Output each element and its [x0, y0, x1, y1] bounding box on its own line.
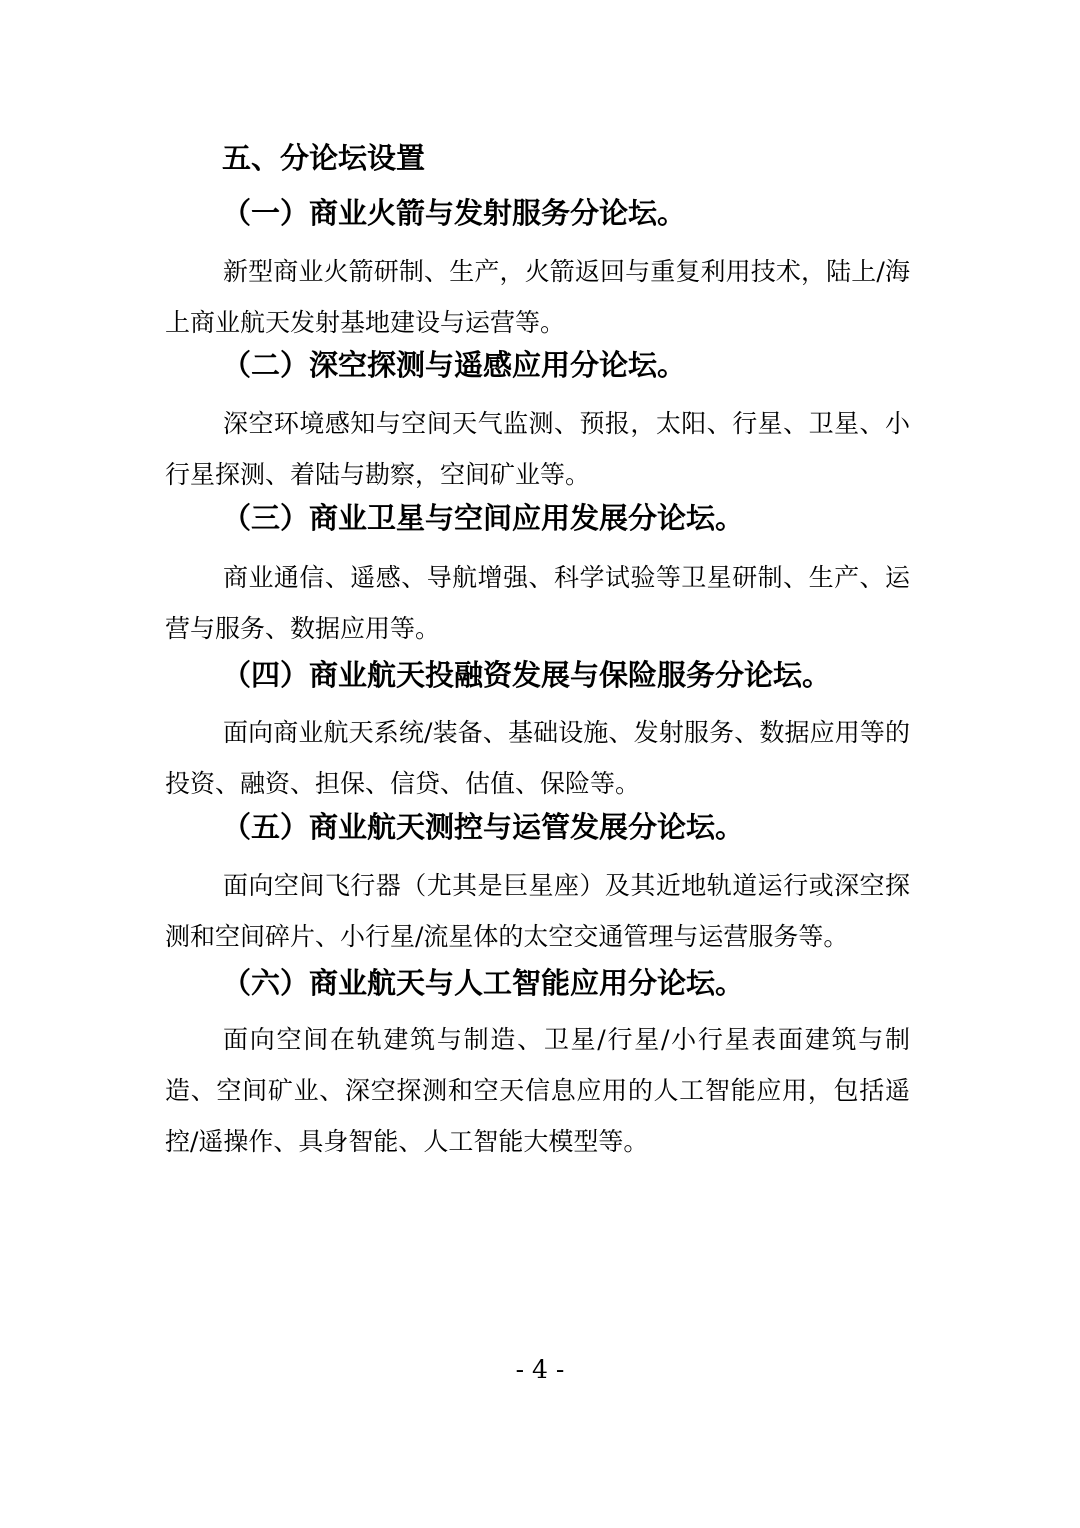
forum-description-5: 面向空间飞行器（尤其是巨星座）及其近地轨道运行或深空探测和空间碎片、小行星/流星体的太空交通管理与运营服务等。 [165, 871, 910, 951]
forum-title-2: （二）深空探测与遥感应用分论坛。 [222, 348, 687, 382]
forum-title-5: （五）商业航天测控与运管发展分论坛。 [222, 810, 745, 844]
forum-description-2: 深空环境感知与空间天气监测、预报，太阳、行星、卫星、小行星探测、着陆与勘察，空间矿业等。 [165, 409, 910, 489]
forum-title-3: （三）商业卫星与空间应用发展分论坛。 [222, 501, 745, 535]
forum-description-4: 面向商业航天系统/装备、基础设施、发射服务、数据应用等的投资、融资、担保、信贷、估值、保险等。 [165, 718, 910, 798]
forum-title-1: （一）商业火箭与发射服务分论坛。 [222, 196, 687, 230]
forum-description-6: 面向空间在轨建筑与制造、卫星/行星/小行星表面建筑与制造、空间矿业、深空探测和空天信息应用的人工智能应用，包括遥控/遥操作、具身智能、人工智能大模型等。 [165, 1025, 910, 1156]
forum-title-4: （四）商业航天投融资发展与保险服务分论坛。 [222, 658, 832, 692]
forum-description-3: 商业通信、遥感、导航增强、科学试验等卫星研制、生产、运营与服务、数据应用等。 [165, 563, 910, 643]
forum-title-6: （六）商业航天与人工智能应用分论坛。 [222, 966, 745, 1000]
forum-description-1: 新型商业火箭研制、生产，火箭返回与重复利用技术，陆上/海上商业航天发射基地建设与运营等。 [165, 257, 910, 337]
page-number: - 4 - [515, 1355, 565, 1384]
section-heading: 五、分论坛设置 [222, 141, 426, 175]
